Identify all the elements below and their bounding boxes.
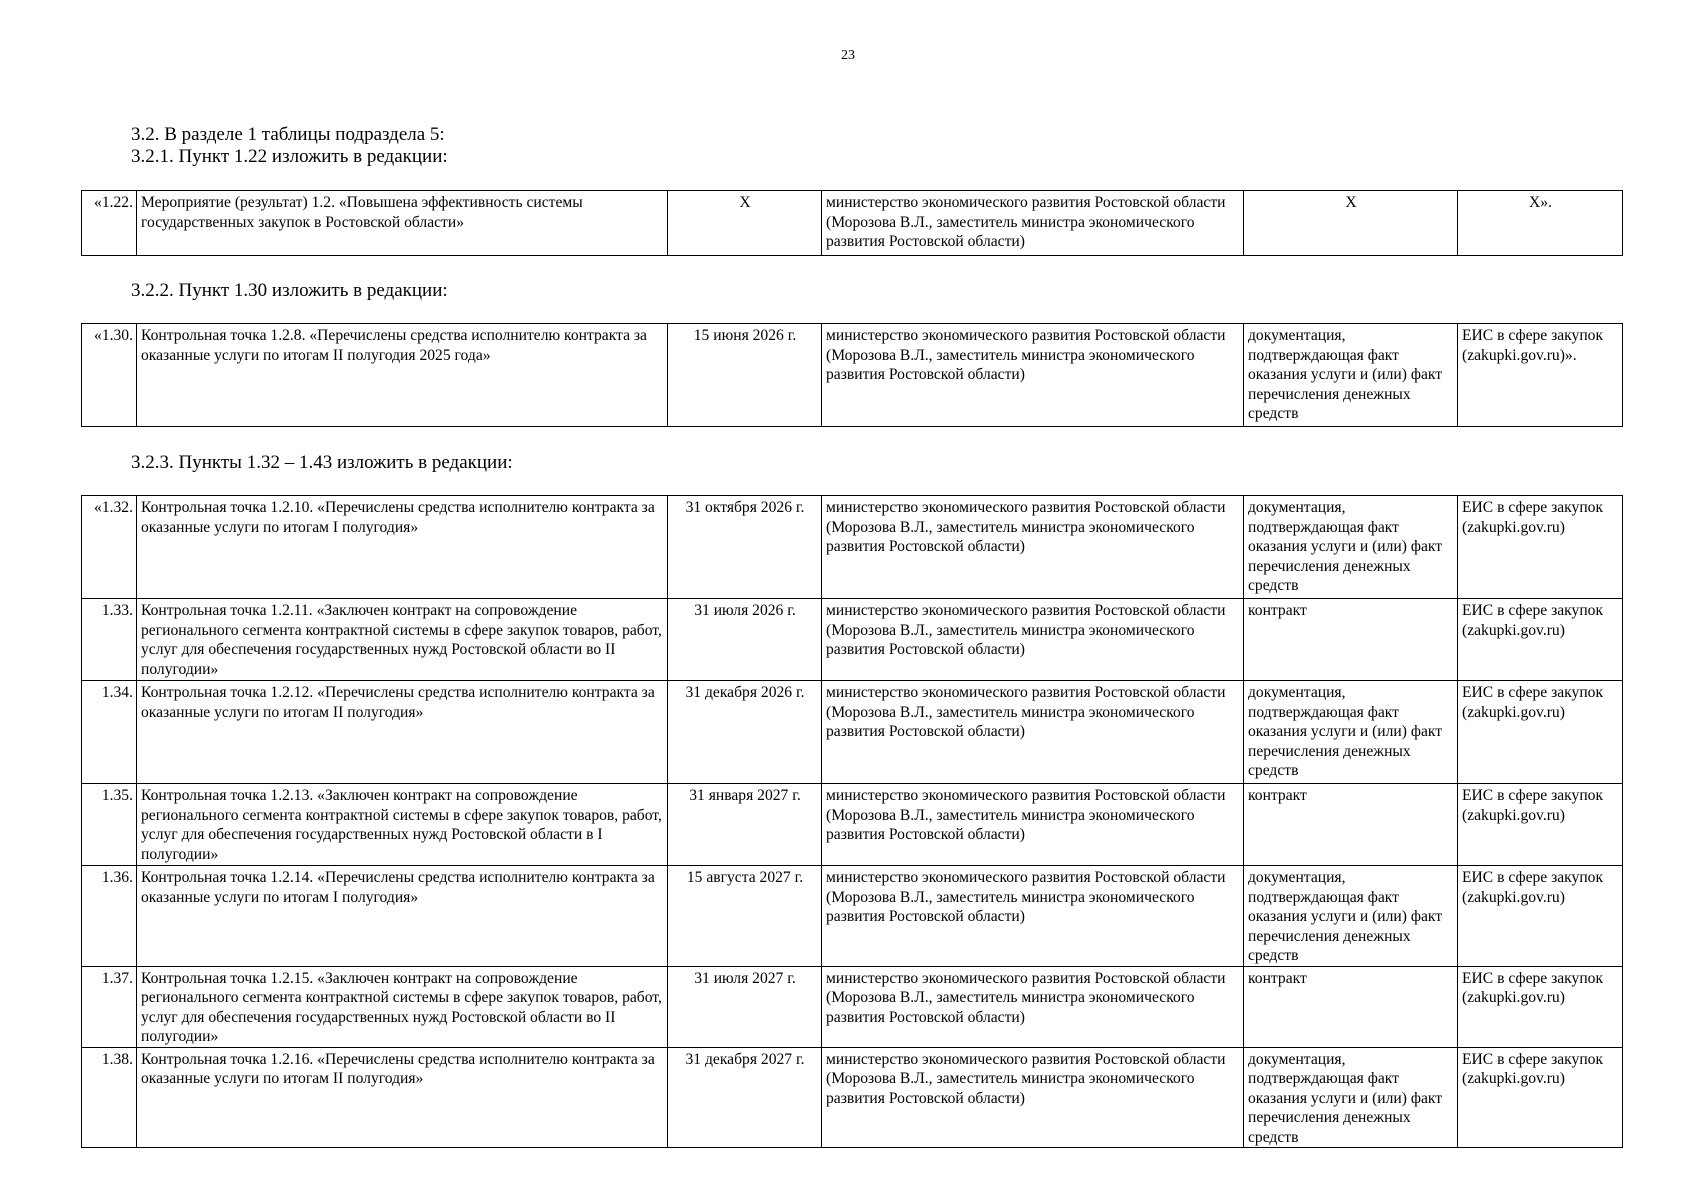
item-number: 1.33. (82, 599, 137, 681)
page-number: 23 (841, 48, 855, 63)
item-document: документация, подтверждающая факт оказания услуги и (или) факт перечисления денежных средств (1244, 866, 1458, 967)
item-number: 1.37. (82, 966, 137, 1047)
item-name: Контрольная точка 1.2.10. «Перечислены средства исполнителю контракта за оказанные услуги по итогам I полугодия» (137, 496, 668, 599)
table-row (82, 866, 1623, 967)
item-number: «1.32. (82, 496, 137, 599)
item-date: Х (668, 191, 822, 256)
item-executor: министерство экономического развития Ростовской области (Морозова В.Л., заместитель министра экономического развития Ростовской области) (822, 191, 1244, 256)
item-number: 1.36. (82, 866, 137, 967)
item-number: 1.35. (82, 784, 137, 866)
table-row (82, 496, 1623, 599)
item-name: Контрольная точка 1.2.12. «Перечислены средства исполнителю контракта за оказанные услуги по итогам II полугодия» (137, 681, 668, 784)
amendment-table-1-32-1-43 (81, 495, 1623, 1148)
table-row (82, 324, 1623, 427)
item-name: Контрольная точка 1.2.8. «Перечислены средства исполнителю контракта за оказанные услуги по итогам II полугодия 2025 года» (137, 324, 668, 427)
table-row (82, 681, 1623, 784)
item-source (1458, 324, 1623, 427)
item-source-text: ЕИС в сфере закупок (zakupki.gov.ru)». (1462, 327, 1604, 364)
item-executor: министерство экономического развития Ростовской области (Морозова В.Л., заместитель министра экономического развития Ростовской области) (822, 784, 1244, 866)
item-executor: министерство экономического развития Ростовской области (Морозова В.Л., заместитель министра экономического развития Ростовской области) (822, 966, 1244, 1047)
item-date: 15 июня 2026 г. (668, 324, 822, 427)
heading-item-3-2-1: 3.2.1. Пункт 1.22 изложить в редакции: (131, 146, 448, 167)
item-name: Контрольная точка 1.2.15. «Заключен контракт на сопровождение регионального сегмента контрактной системы в сфере закупок товаров, работ, услуг для обеспечения государственных нужд Ростовской области во II полугодии» (137, 966, 668, 1047)
item-number: 1.34. (82, 681, 137, 784)
item-executor: министерство экономического развития Ростовской области (Морозова В.Л., заместитель министра экономического развития Ростовской области) (822, 681, 1244, 784)
item-document: контракт (1244, 784, 1458, 866)
item-document: контракт (1244, 966, 1458, 1047)
item-source: ЕИС в сфере закупок (zakupki.gov.ru) (1458, 866, 1623, 967)
item-executor: министерство экономического развития Ростовской области (Морозова В.Л., заместитель министра экономического развития Ростовской области) (822, 324, 1244, 427)
table-row (82, 191, 1623, 256)
item-executor: министерство экономического развития Ростовской области (Морозова В.Л., заместитель министра экономического развития Ростовской области) (822, 1047, 1244, 1148)
item-date: 31 января 2027 г. (668, 784, 822, 866)
item-document: контракт (1244, 599, 1458, 681)
item-source: ЕИС в сфере закупок (zakupki.gov.ru) (1458, 496, 1623, 599)
item-source: ЕИС в сфере закупок (zakupki.gov.ru) (1458, 599, 1623, 681)
item-number: «1.30. (82, 324, 137, 427)
item-document: документация, подтверждающая факт оказания услуги и (или) факт перечисления денежных средств (1244, 1047, 1458, 1148)
table-row (82, 784, 1623, 866)
table-row (82, 966, 1623, 1047)
item-date: 31 октября 2026 г. (668, 496, 822, 599)
item-source: ЕИС в сфере закупок (zakupki.gov.ru) (1458, 1047, 1623, 1148)
amendment-table-1-30 (81, 323, 1623, 427)
table-row (82, 1047, 1623, 1148)
item-document: документация, подтверждающая факт оказания услуги и (или) факт перечисления денежных средств (1244, 681, 1458, 784)
item-executor: министерство экономического развития Ростовской области (Морозова В.Л., заместитель министра экономического развития Ростовской области) (822, 866, 1244, 967)
heading-section-3-2: 3.2. В разделе 1 таблицы подраздела 5: (131, 124, 445, 145)
amendment-table-1-22 (81, 190, 1623, 256)
item-number: «1.22. (82, 191, 137, 256)
item-date: 31 июля 2027 г. (668, 966, 822, 1047)
item-name: Мероприятие (результат) 1.2. «Повышена эффективность системы государственных закупок в Ростовской области» (137, 191, 668, 256)
item-name: Контрольная точка 1.2.14. «Перечислены средства исполнителю контракта за оказанные услуги по итогам I полугодия» (137, 866, 668, 967)
item-date: 31 декабря 2026 г. (668, 681, 822, 784)
item-document: документация, подтверждающая факт оказания услуги и (или) факт перечисления денежных средств (1244, 496, 1458, 599)
item-name: Контрольная точка 1.2.13. «Заключен контракт на сопровождение регионального сегмента контрактной системы в сфере закупок товаров, работ, услуг для обеспечения государственных нужд Ростовской области в I полугодии» (137, 784, 668, 866)
item-name: Контрольная точка 1.2.16. «Перечислены средства исполнителю контракта за оказанные услуги по итогам II полугодия» (137, 1047, 668, 1148)
table-row (82, 599, 1623, 681)
item-source: ЕИС в сфере закупок (zakupki.gov.ru) (1458, 681, 1623, 784)
item-name: Контрольная точка 1.2.11. «Заключен контракт на сопровождение регионального сегмента контрактной системы в сфере закупок товаров, работ, услуг для обеспечения государственных нужд Ростовской области во II полугодии» (137, 599, 668, 681)
item-source: ЕИС в сфере закупок (zakupki.gov.ru) (1458, 966, 1623, 1047)
heading-item-3-2-2: 3.2.2. Пункт 1.30 изложить в редакции: (131, 280, 448, 301)
item-document: Х (1244, 191, 1458, 256)
item-date: 31 июля 2026 г. (668, 599, 822, 681)
item-date: 31 декабря 2027 г. (668, 1047, 822, 1148)
item-executor: министерство экономического развития Ростовской области (Морозова В.Л., заместитель министра экономического развития Ростовской области) (822, 496, 1244, 599)
item-number: 1.38. (82, 1047, 137, 1148)
heading-item-3-2-3: 3.2.3. Пункты 1.32 – 1.43 изложить в редакции: (131, 452, 513, 473)
item-source: Х». (1458, 191, 1623, 256)
item-date: 15 августа 2027 г. (668, 866, 822, 967)
item-executor: министерство экономического развития Ростовской области (Морозова В.Л., заместитель министра экономического развития Ростовской области) (822, 599, 1244, 681)
item-source: ЕИС в сфере закупок (zakupki.gov.ru) (1458, 784, 1623, 866)
item-document: документация, подтверждающая факт оказания услуги и (или) факт перечисления денежных средств (1244, 324, 1458, 427)
